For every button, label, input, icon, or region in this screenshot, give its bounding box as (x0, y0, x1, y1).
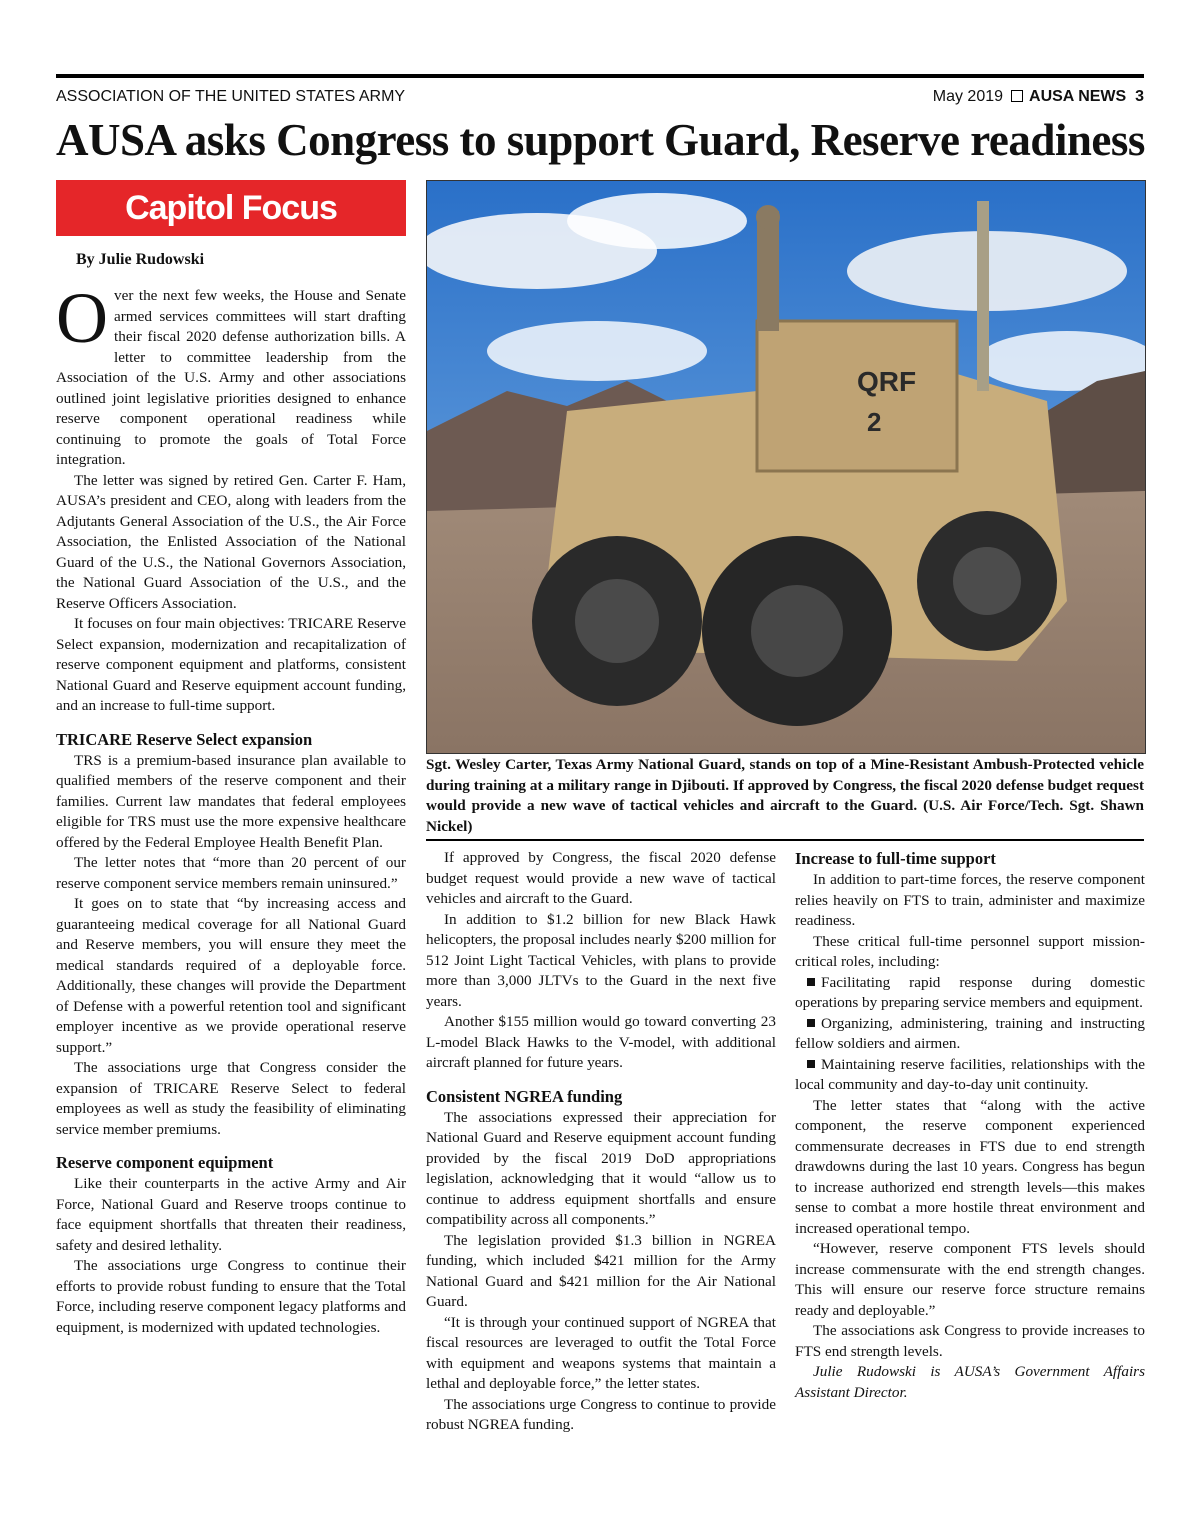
checkbox-square-icon (1011, 90, 1023, 102)
caption-rule (426, 839, 1144, 841)
byline: By Julie Rudowski (76, 251, 205, 268)
paragraph: These critical full-time personnel support mission-critical roles, including: (795, 932, 1145, 970)
masthead-org: ASSOCIATION OF THE UNITED STATES ARMY (56, 88, 406, 105)
paragraph: The associations urge Congress to continue their efforts to provide robust funding to ensure that the Total Force, including reserve component legacy platforms and equipment, is modernized with updated technologies. (56, 1257, 406, 1336)
subhead-fts: Increase to full-time support (795, 849, 996, 868)
square-bullet-icon (807, 1019, 815, 1027)
paragraph: Another $155 million would go toward converting 23 L-model Black Hawks to the V-model, with additional aircraft planned for future years. (426, 1013, 776, 1071)
paragraph: The letter states that “along with the active component, the reserve component experienced commensurate decreases in FTS due to end strength drawdowns during the last 10 years. Congress has begun to increase authorized end strength levels—this makes sense to combat a more hostile threat environment and increased operational tempo. (795, 1096, 1145, 1237)
news-photo (426, 180, 1146, 754)
subhead-equipment: Reserve component equipment (56, 1153, 274, 1172)
square-bullet-icon (807, 978, 815, 986)
vehicle-marking-number: 2 (867, 407, 882, 437)
paragraph: The letter was signed by retired Gen. Carter F. Ham, AUSA’s president and CEO, along with leaders from the Adjutants General Association of the U.S., the Air Force Association, the Enlisted Association of the National Guard of the U.S., the National Governors Association, the National Guard Association of the U.S., and the Reserve Officers Association. (56, 471, 406, 612)
paragraph: The letter notes that “more than 20 percent of our reserve component service members remain uninsured.” (56, 854, 406, 892)
vehicle-marking-qrf: QRF (857, 366, 917, 397)
issue-date: May 2019 (932, 88, 1004, 105)
paragraph: The associations ask Congress to provide increases to FTS end strength levels. (795, 1322, 1145, 1360)
paragraph: The associations urge that Congress consider the expansion of TRICARE Reserve Select to federal employees as well as study the feasibility of eliminating service member premiums. (56, 1059, 406, 1138)
bullet-item: Facilitating rapid response during domestic operations by preparing service members and equipment. (795, 973, 1145, 1011)
vehicle-photo-illustration (427, 181, 1145, 753)
drop-cap: O (56, 278, 108, 358)
author-signoff: Julie Rudowski is AUSA’s Government Affairs Assistant Director. (795, 1363, 1145, 1401)
bullet-item: Maintaining reserve facilities, relationships with the local community and day-to-day unit continuity. (795, 1055, 1145, 1093)
column-2 (426, 848, 776, 1436)
column-3 (795, 848, 1145, 1403)
paragraph: Like their counterparts in the active Army and Air Force, National Guard and Reserve troops continue to face equipment shortfalls that threaten their readiness, safety and desired lethality. (56, 1175, 406, 1254)
subhead-ngrea: Consistent NGREA funding (426, 1086, 623, 1106)
paragraph: If approved by Congress, the fiscal 2020 defense budget request would provide a new wave of tactical vehicles and aircraft to the Guard. (426, 849, 776, 907)
paragraph: It focuses on four main objectives: TRICARE Reserve Select expansion, modernization and recapitalization of reserve component equipment and platforms, consistent National Guard and Reserve equipment account funding, and an increase to full-time support. (56, 615, 406, 714)
lead-paragraph: Over the next few weeks, the House and Senate armed services committees will start drafting their fiscal 2020 defense authorization bills. A letter to committee leadership from the Association of the U.S. Army and other associations outlined joint legislative priorities designed to enhance reserve component operational readiness while continuing to promote the goals of Total Force integration. (56, 278, 406, 468)
section-banner: Capitol Focus (56, 180, 406, 236)
paragraph: In addition to $1.2 billion for new Black Hawk helicopters, the proposal includes nearly $200 million for 512 Joint Light Tactical Vehicles, with plans to provide more than 3,000 JLTVs to the Guard in the next five years. (426, 910, 776, 1010)
subhead-tricare: TRICARE Reserve Select expansion (56, 729, 313, 749)
headline: AUSA asks Congress to support Guard, Reserve readiness (56, 115, 1145, 165)
paragraph: “However, reserve component FTS levels should increase commensurate with the end strength changes. This will ensure our reserve force structure remains ready and deployable.” (795, 1240, 1145, 1319)
photo-caption: Sgt. Wesley Carter, Texas Army National Guard, stands on top of a Mine-Resistant Ambush-Protected vehicle during training at a military range in Djibouti. If approved by Congress, the fiscal 2020 defense budget request would provide a new wave of tactical vehicles and aircraft to the Guard. (U.S. Air Force/Tech. Sgt. Shawn Nickel) (426, 756, 1144, 835)
paragraph: TRS is a premium-based insurance plan available to qualified members of the reserve component and their families. Current law mandates that federal employees eligible for TRS must use the more expensive healthcare offered by the Federal Employee Health Benefit Plan. (56, 751, 406, 851)
paragraph: “It is through your continued support of NGREA that fiscal resources are leveraged to outfit the Total Force with equipment and weapons systems that maintain a lethal and deployable force,” the letter states. (426, 1313, 776, 1392)
page-number: 3 (1135, 88, 1144, 105)
paragraph: The associations expressed their appreciation for National Guard and Reserve equipment account funding provided by the fiscal 2019 DoD appropriations legislation, acknowledging that it would “allow us to continue to address equipment shortfalls and ensure compatibility across all components.” (426, 1108, 776, 1228)
top-rule (56, 74, 1144, 78)
paragraph: The associations urge Congress to continue to provide robust NGREA funding. (426, 1395, 776, 1433)
paragraph: It goes on to state that “by increasing access and guaranteeing medical coverage for all National Guard and Reserve members, you will ensure they meet the medical standards required of a deployable force. Additionally, these changes will provide the Department of Defense with a powerful retention tool and significant employer incentive as we provide operational reserve support.” (56, 895, 406, 1056)
masthead-right (933, 88, 1144, 106)
publication-name: AUSA NEWS (1029, 88, 1127, 105)
paragraph: In addition to part-time forces, the reserve component relies heavily on FTS to train, administer and maximize readiness. (795, 871, 1145, 929)
square-bullet-icon (807, 1060, 815, 1068)
bullet-item: Organizing, administering, training and instructing fellow soldiers and airmen. (795, 1014, 1145, 1052)
column-1 (56, 278, 406, 1338)
paragraph: The legislation provided $1.3 billion in NGREA funding, which included $421 million for the Army National Guard and $421 million for the Air National Guard. (426, 1231, 776, 1310)
